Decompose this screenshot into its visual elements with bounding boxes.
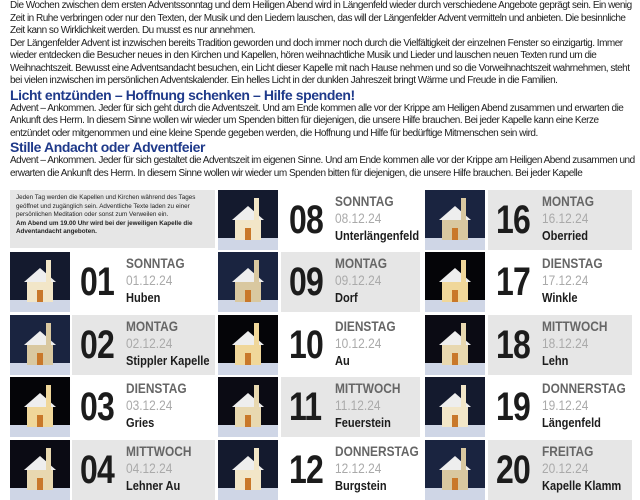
chapel-icon	[218, 190, 278, 250]
chapel-photo	[218, 440, 278, 500]
weekday: SONNTAG	[126, 255, 185, 271]
date: 03.12.24	[126, 397, 173, 413]
chapel-icon	[10, 315, 70, 375]
day-number: 10	[289, 323, 323, 367]
section-text-donation: Advent – Ankommen. Jeder für sich geht durch die Adventszeit. Und am Ende kommen alle vor der Krippe am Heiligen Abend zusammen und erwarten die Ankunft des Herrn. In diesem Sinne wollen wir wieder um Spenden bitten für diejenigen, die unsere Hilfe brauchen. Bei jeder Kapelle kann eine Kerze entzündet oder mitgenommen und eine kleine Spende gegeben werden, die Hoffnung und Hilfe für bedürftige Mitmenschen sein wird.	[10, 102, 624, 139]
weekday: MONTAG	[335, 255, 388, 271]
info-bold-text: Am Abend um 19.00 Uhr wird bei der jeweiligen Kapelle die Adventandacht angeboten.	[16, 219, 193, 236]
date: 18.12.24	[542, 335, 589, 351]
chapel-icon	[10, 440, 70, 500]
chapel-photo	[425, 440, 485, 500]
location: Au	[335, 353, 350, 368]
weekday: MONTAG	[542, 193, 595, 209]
location: Winkle	[542, 290, 578, 305]
date: 02.12.24	[126, 335, 173, 351]
chapel-icon	[425, 190, 485, 250]
date: 12.12.24	[335, 460, 382, 476]
chapel-photo	[218, 252, 278, 312]
date: 10.12.24	[335, 335, 382, 351]
weekday: DIENSTAG	[126, 380, 187, 396]
chapel-photo	[425, 377, 485, 437]
chapel-photo	[10, 252, 70, 312]
weekday: MITTWOCH	[542, 318, 608, 334]
date: 16.12.24	[542, 210, 589, 226]
calendar-day-tile	[488, 190, 632, 250]
date: 04.12.24	[126, 460, 173, 476]
chapel-photo	[218, 190, 278, 250]
intro-paragraph-2: Der Längenfelder Advent ist inzwischen bereits Tradition geworden und doch immer noch durch die Vielfältigkeit der einzelnen Fenster so einzigartig. Immer wieder entdecken die Besucher neues in den Kirchen und Kapellen, hören weihnachtliche Musik und Lieder und lauschen neuen Texten rund um die Weihnachtszeit. Bewusst eine Adventsandacht besuchen, ein Licht dieser Kapelle mit nach Hause nehmen und so die Vorweihnachtszeit wahrnehmen, steht bei vielen inzwischen im persönlichen Adventskalender. Ein helles Licht in der dunklen Jahreszeit bringt Wärme und Freude in die Familien.	[10, 37, 630, 86]
info-box	[10, 190, 215, 248]
day-number: 01	[80, 260, 114, 304]
location: Burgstein	[335, 478, 387, 493]
chapel-photo	[218, 377, 278, 437]
day-number: 20	[496, 448, 530, 492]
day-number: 19	[496, 385, 530, 429]
calendar-day-tile	[72, 315, 215, 375]
day-number: 03	[80, 385, 114, 429]
date: 09.12.24	[335, 272, 382, 288]
chapel-icon	[218, 440, 278, 500]
day-number: 02	[80, 323, 114, 367]
day-number: 11	[289, 385, 322, 429]
calendar-day-tile	[281, 190, 420, 250]
chapel-icon	[425, 377, 485, 437]
calendar-day-tile	[281, 252, 420, 312]
chapel-icon	[218, 315, 278, 375]
weekday: DIENSTAG	[542, 255, 603, 271]
location: Lehn	[542, 353, 569, 368]
calendar-day-tile	[281, 315, 420, 375]
chapel-icon	[10, 252, 70, 312]
calendar-day-tile	[488, 252, 632, 312]
date: 08.12.24	[335, 210, 382, 226]
calendar-day-tile	[488, 315, 632, 375]
section-text-andacht: Advent – Ankommen. Jeder für sich gestaltet die Adventszeit im eigenen Sinne. Und am Ende kommen alle vor der Krippe am Heiligen Abend zusammen und erwarten die Ankunft des Herrn. In diesem Sinne wollen wir wieder um Spenden bitten für diejenigen, die unsere Hilfe brauchen. Bei jeder Kapelle	[10, 155, 635, 179]
location: Feuerstein	[335, 415, 391, 430]
weekday: SONNTAG	[335, 193, 394, 209]
calendar-day-tile	[281, 440, 420, 500]
day-number: 04	[80, 448, 114, 492]
calendar-day-tile	[488, 440, 632, 500]
weekday: MITTWOCH	[126, 443, 192, 459]
location: Gries	[126, 415, 155, 430]
location: Unterlängenfeld	[335, 228, 420, 243]
location: Dorf	[335, 290, 358, 305]
calendar-day-tile	[72, 440, 215, 500]
intro-paragraph-1: Die Wochen zwischen dem ersten Adventssonntag und dem Heiligen Abend wird in Längenfeld wieder durch verschiedene Angebote geprägt sein. Ein wenig Zeit in Ruhe verbringen oder nur den Texten, der Musik und den Liedern lauschen, das will der Längenfelder Advent vermitteln und anbieten. Die besinnliche Zeit kann so Wirklichkeit werden. Du musst es nur annehmen.	[10, 0, 632, 36]
location: Kapelle Klamm	[542, 478, 622, 493]
day-number: 09	[289, 260, 323, 304]
chapel-photo	[218, 315, 278, 375]
location: Längenfeld	[542, 415, 601, 430]
section-heading-donation: Licht entzünden – Hoffnung schenken – Hilfe spenden!	[10, 86, 355, 103]
day-number: 16	[496, 198, 530, 242]
chapel-photo	[425, 190, 485, 250]
calendar-day-tile	[72, 377, 215, 437]
calendar-day-tile	[281, 377, 420, 437]
weekday: MONTAG	[126, 318, 179, 334]
date: 11.12.24	[335, 397, 381, 413]
day-number: 18	[496, 323, 530, 367]
chapel-icon	[10, 377, 70, 437]
location: Stippler Kapelle	[126, 353, 210, 368]
chapel-photo	[10, 440, 70, 500]
weekday: FREITAG	[542, 443, 594, 459]
chapel-icon	[425, 252, 485, 312]
chapel-icon	[218, 252, 278, 312]
location: Huben	[126, 290, 161, 305]
chapel-icon	[425, 440, 485, 500]
date: 01.12.24	[126, 272, 173, 288]
date: 17.12.24	[542, 272, 589, 288]
chapel-photo	[425, 252, 485, 312]
day-number: 17	[496, 260, 530, 304]
chapel-icon	[425, 315, 485, 375]
location: Oberried	[542, 228, 589, 243]
day-number: 12	[289, 448, 323, 492]
chapel-photo	[425, 315, 485, 375]
weekday: DONNERSTAG	[335, 443, 419, 459]
chapel-photo	[10, 377, 70, 437]
chapel-icon	[218, 377, 278, 437]
section-heading-andacht: Stille Andacht oder Adventfeier	[10, 139, 206, 155]
info-text: Jeden Tag werden die Kapellen und Kirchen während des Tages geöffnet und zugänglich sein. Adventliche Texte laden zu einer persönlichen Meditation oder sonst zum Verweilen ein.	[16, 194, 196, 219]
location: Lehner Au	[126, 478, 181, 493]
calendar-day-tile	[488, 377, 632, 437]
intro-text	[10, 0, 635, 180]
weekday: DIENSTAG	[335, 318, 396, 334]
weekday: DONNERSTAG	[542, 380, 626, 396]
chapel-photo	[10, 315, 70, 375]
day-number: 08	[289, 198, 323, 242]
date: 19.12.24	[542, 397, 589, 413]
weekday: MITTWOCH	[335, 380, 401, 396]
date: 20.12.24	[542, 460, 589, 476]
calendar-day-tile	[72, 252, 215, 312]
